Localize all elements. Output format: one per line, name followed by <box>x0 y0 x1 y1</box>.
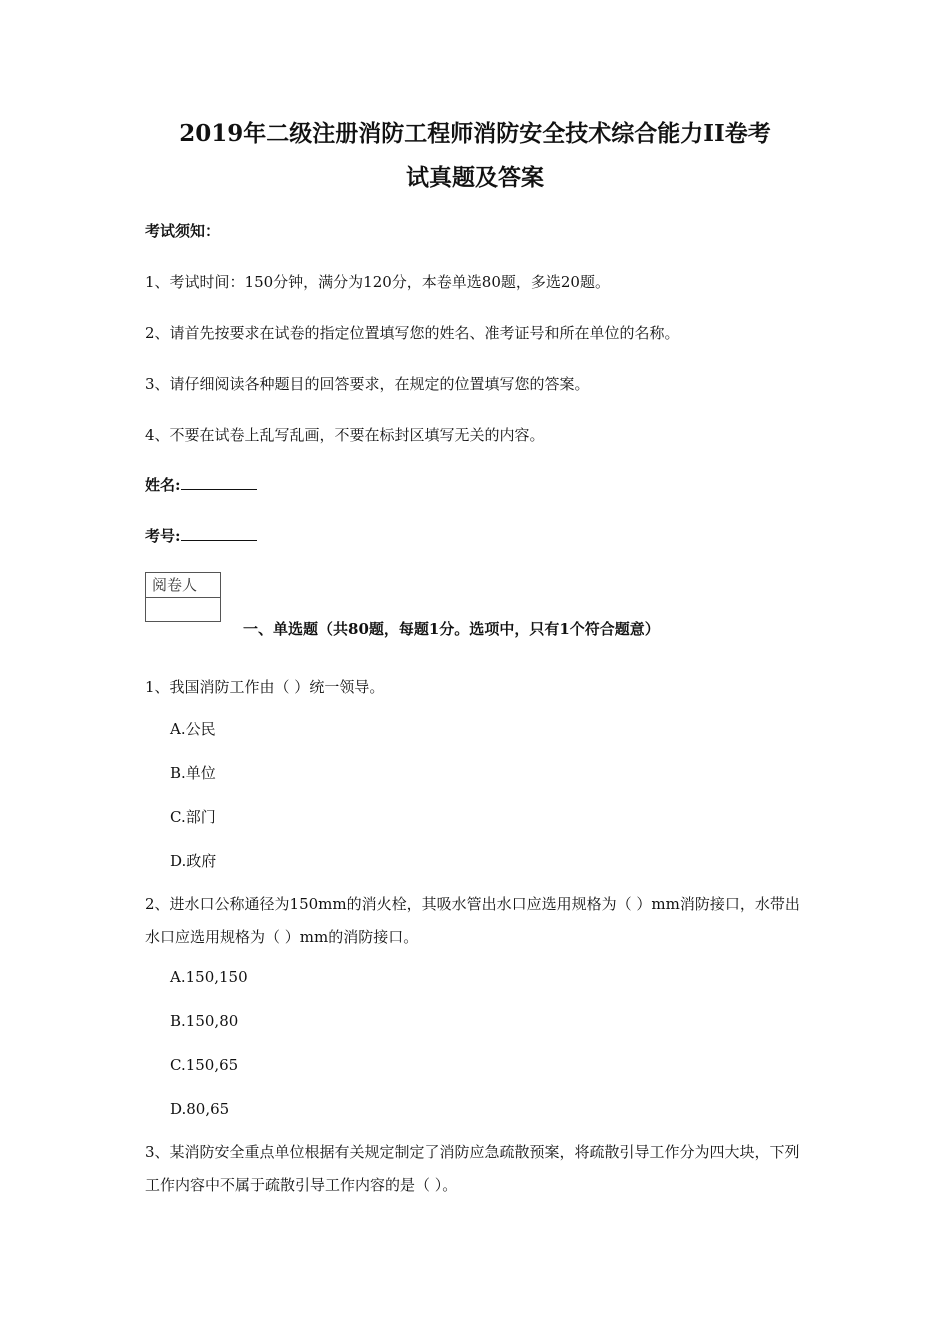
option-c: C.150,65 <box>170 1056 239 1074</box>
name-blank[interactable] <box>181 475 257 490</box>
option-d: D.80,65 <box>170 1100 230 1118</box>
exam-number-blank[interactable] <box>181 526 257 541</box>
exam-number-field <box>145 525 257 547</box>
notice-item: 3、请仔细阅读各种题目的回答要求，在规定的位置填写您的答案。 <box>145 375 590 393</box>
section-heading: 一、单选题（共80题，每题1分。选项中，只有1个符合题意） <box>243 620 660 638</box>
option-b: B.150,80 <box>170 1012 239 1030</box>
reviewer-label: 阅卷人 <box>146 573 220 598</box>
notice-item: 2、请首先按要求在试卷的指定位置填写您的姓名、准考证号和所在单位的名称。 <box>145 324 680 342</box>
option-a: A.150,150 <box>170 968 248 986</box>
notice-item: 1、考试时间：150分钟，满分为120分，本卷单选80题，多选20题。 <box>145 273 610 291</box>
notice-heading: 考试须知： <box>145 222 221 240</box>
option-c: C.部门 <box>170 808 216 826</box>
question-text: 3、某消防安全重点单位根据有关规定制定了消防应急疏散预案，将疏散引导工作分为四大块，下列工作内容中不属于疏散引导工作内容的是（ ）。 <box>145 1143 800 1194</box>
option-b: B.单位 <box>170 764 216 782</box>
option-d: D.政府 <box>170 852 217 870</box>
option-a: A.公民 <box>170 720 216 738</box>
name-label: 姓名: <box>145 476 181 494</box>
exam-number-label: 考号: <box>145 527 181 545</box>
reviewer-box <box>145 572 221 622</box>
question-text: 1、我国消防工作由（ ）统一领导。 <box>145 678 385 696</box>
document-title-line-1: 2019年二级注册消防工程师消防安全技术综合能力II卷考 <box>179 120 771 147</box>
document-title-line-2: 试真题及答案 <box>406 164 544 191</box>
question-text: 2、进水口公称通径为150mm的消火栓，其吸水管出水口应选用规格为（ ）mm消防接口，水带出水口应选用规格为（ ）mm的消防接口。 <box>145 895 800 946</box>
name-field <box>145 474 257 496</box>
notice-item: 4、不要在试卷上乱写乱画，不要在标封区填写无关的内容。 <box>145 426 545 444</box>
